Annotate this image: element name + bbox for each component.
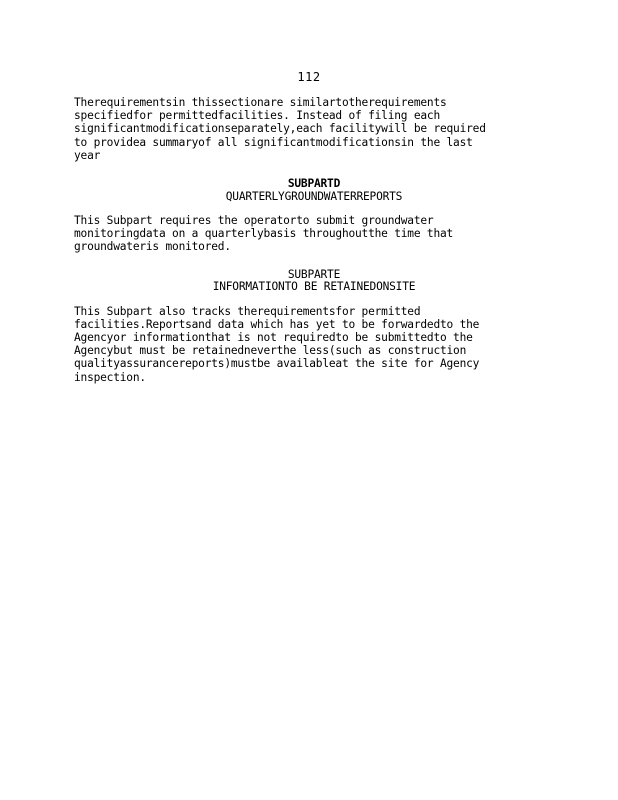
document-body: [74, 96, 554, 384]
subpart-d-heading: [74, 178, 554, 203]
intro-paragraph: Therequirementsin thissectionare similartotherequirements specifiedfor permittedfacilities. Instead of filing each significantmodificationseparately,each facilitywill be required to providea summaryof all significantmodificationsin the last year: [74, 96, 486, 162]
page-number: 112: [297, 70, 321, 84]
subpart-e-title: INFORMATIONTO BE RETAINEDONSITE: [212, 280, 416, 294]
subpart-d-title: QUARTERLYGROUNDWATERREPORTS: [225, 189, 403, 203]
subpart-e-heading: [74, 269, 554, 294]
subpart-e-label: SUBPARTE: [287, 267, 341, 281]
subpart-e-paragraph: This Subpart also tracks therequirementsfor permitted facilities.Reportsand data which has yet to be forwardedto the Agencyor informationthat is not requiredto be submittedto the Agencybut must be retainedneverthe less(such as construction qualityassurancereports)mustbe availableat the site for Agency inspection.: [74, 304, 480, 384]
subpart-d-paragraph: This Subpart requires the operatorto submit groundwater monitoringdata on a quarterlybasis throughoutthe time that groundwateris monitored.: [74, 214, 454, 254]
subpart-d-label: SUBPARTD: [287, 177, 341, 191]
